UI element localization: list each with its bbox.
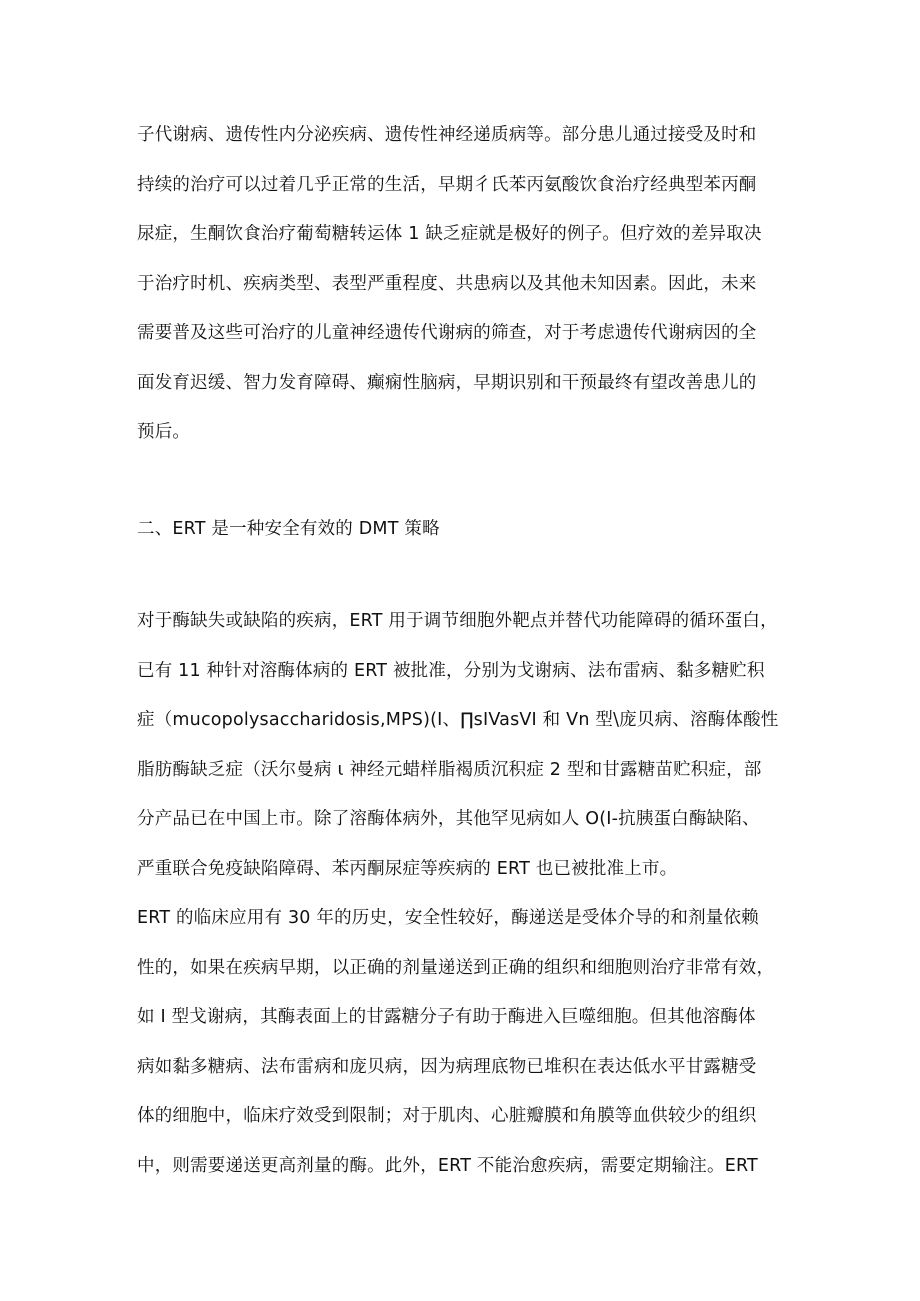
paragraph-line: 症（mucopolysaccharidosis,MPS)(I、∏sIVasVI 和 Vn 型\庞贝病、溶酶体酸性	[137, 710, 779, 730]
paragraph-line: 脂肪酶缺乏症（沃尔曼病 ι 神经元蜡样脂褐质沉积症 2 型和甘露糖苗贮积症，部	[137, 760, 762, 780]
paragraph-line: 需要普及这些可治疗的儿童神经遗传代谢病的筛查，对于考虑遗传代谢病因的全	[137, 323, 757, 343]
paragraph-line: 面发育迟缓、智力发育障碍、癫痫性脑病，早期识别和干预最终有望改善患儿的	[137, 373, 757, 393]
paragraph-line: 如 I 型戈谢病，其酶表面上的甘露糖分子有助于酶进入巨噬细胞。但其他溶酶体	[137, 1007, 756, 1027]
paragraph-line: ERT 的临床应用有 30 年的历史，安全性较好，酶递送是受体介导的和剂量依赖	[137, 908, 759, 928]
paragraph-line: 已有 11 种针对溶酶体病的 ERT 被批准，分别为戈谢病、法布雷病、黏多糖贮积	[137, 661, 765, 681]
paragraph-line: 尿症，生酮饮食治疗葡萄糖转运体 1 缺乏症就是极好的例子。但疗效的差异取决	[137, 224, 762, 244]
paragraph-line: 病如黏多糖病、法布雷病和庞贝病，因为病理底物已堆积在表达低水平甘露糖受	[137, 1057, 757, 1077]
paragraph-line: 性的，如果在疾病早期，以正确的剂量递送到正确的组织和细胞则治疗非常有效，	[137, 958, 775, 978]
paragraph-line: 持续的治疗可以过着几乎正常的生活，早期彳氏苯丙氨酸饮食治疗经典型苯丙酮	[137, 175, 757, 195]
section-heading: 二、ERT 是一种安全有效的 DMT 策略	[137, 519, 440, 539]
paragraph-line: 于治疗时机、疾病类型、表型严重程度、共患病以及其他未知因素。因此，未来	[137, 274, 757, 294]
paragraph-line: 严重联合免疫缺陷障碍、苯丙酮尿症等疾病的 ERT 也已被批准上市。	[137, 859, 678, 879]
paragraph-line: 预后。	[137, 422, 191, 442]
paragraph-line: 体的细胞中，临床疗效受到限制；对于肌肉、心脏瓣膜和角膜等血供较少的组织	[137, 1106, 757, 1126]
paragraph-line: 分产品已在中国上市。除了溶酶体病外，其他罕见病如人 O(I-抗胰蛋白酶缺陷、	[137, 809, 760, 829]
paragraph-line: 中，则需要递送更高剂量的酶。此外，ERT 不能治愈疾病，需要定期输注。ERT	[137, 1156, 758, 1176]
paragraph-line: 对于酶缺失或缺陷的疾病，ERT 用于调节细胞外靶点并替代功能障碍的循环蛋白，	[137, 611, 778, 631]
paragraph-line: 子代谢病、遗传性内分泌疾病、遗传性神经递质病等。部分患儿通过接受及时和	[137, 125, 757, 145]
